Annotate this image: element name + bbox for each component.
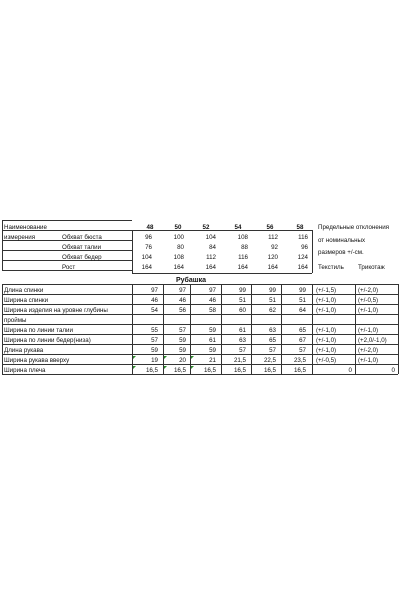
value-cell: 22,5 <box>263 357 276 364</box>
value-cell: 59 <box>179 337 186 344</box>
value-cell: 108 <box>237 234 248 241</box>
tolerance-title: Предельные отклонения <box>318 224 390 231</box>
tolerance-knit: (+/-1,0) <box>358 357 379 364</box>
value-cell: 92 <box>271 244 278 251</box>
value-cell: 120 <box>267 254 278 261</box>
shirt-row-label: Ширина рукава вверху <box>4 357 70 364</box>
shirt-row-label: Ширина плеча <box>4 367 46 374</box>
tolerance-knit: (+/-1,0) <box>358 307 379 314</box>
value-cell: 116 <box>238 254 248 261</box>
tolerance-knit: (+/-1,0) <box>358 327 379 334</box>
rule <box>2 324 398 325</box>
tolerance-knit: (+/-2,0) <box>358 347 379 354</box>
value-cell: 99 <box>239 287 246 294</box>
value-cell: 63 <box>269 327 276 334</box>
value-cell: 124 <box>297 254 308 261</box>
shirt-row-label: Ширина по линии бедер(низа) <box>4 337 91 344</box>
rule <box>355 284 356 374</box>
size-header: 52 <box>202 224 210 231</box>
rule <box>312 284 313 374</box>
value-cell: 19 <box>151 357 158 364</box>
value-cell: 57 <box>239 347 246 354</box>
shirt-row-label: Длина рукава <box>4 347 44 354</box>
tolerance-knit: 0 <box>391 367 395 374</box>
value-cell: 108 <box>173 254 184 261</box>
value-cell: 21,5 <box>233 357 246 364</box>
size-header: 58 <box>296 224 304 231</box>
value-cell: 16,5 <box>203 367 216 374</box>
value-cell: 59 <box>151 347 158 354</box>
value-cell: 46 <box>151 297 158 304</box>
value-cell: 56 <box>179 307 186 314</box>
value-cell: 97 <box>209 287 216 294</box>
value-cell: 46 <box>209 297 216 304</box>
rule <box>2 284 398 285</box>
size-header: 48 <box>146 224 154 231</box>
value-cell: 55 <box>151 327 158 334</box>
value-cell: 96 <box>301 244 308 251</box>
tolerance-title: размеров +/-см. <box>318 249 364 256</box>
tolerance-textile: (+/-1,0) <box>316 307 337 314</box>
rule <box>2 284 3 374</box>
shirt-row-label: Ширина по линии талии <box>4 327 73 334</box>
value-cell: 57 <box>299 347 306 354</box>
value-cell: 59 <box>179 347 186 354</box>
tolerance-textile: (+/-1,0) <box>316 297 337 304</box>
tolerance-textile: (+/-1,5) <box>316 287 337 294</box>
value-cell: 112 <box>206 254 216 261</box>
value-cell: 67 <box>299 337 306 344</box>
tolerance-textile: (+/-1,0) <box>316 337 337 344</box>
value-cell: 88 <box>241 244 248 251</box>
rule <box>2 354 398 355</box>
size-header: 50 <box>174 224 182 231</box>
value-cell: 99 <box>299 287 306 294</box>
measurement-label: Обхват талии <box>62 244 102 251</box>
value-cell: 96 <box>145 234 152 241</box>
tolerance-title: от номинальных <box>318 237 366 244</box>
measurement-label: Обхват бюста <box>62 234 102 241</box>
value-cell: 16,5 <box>173 367 186 374</box>
header-label: Наименование <box>4 224 47 231</box>
value-cell: 16,5 <box>233 367 246 374</box>
value-cell: 164 <box>297 264 308 271</box>
value-cell: 99 <box>269 287 276 294</box>
value-cell: 23,5 <box>293 357 306 364</box>
value-cell: 104 <box>141 254 152 261</box>
tolerance-knit: (+/-2,0) <box>358 287 379 294</box>
value-cell: 164 <box>237 264 248 271</box>
value-cell: 76 <box>145 244 152 251</box>
value-cell: 20 <box>179 357 186 364</box>
shirt-row-label: Ширина изделия на уровне глубины <box>4 307 108 314</box>
tolerance-textile: 0 <box>348 367 352 374</box>
value-cell: 97 <box>179 287 186 294</box>
value-cell: 64 <box>299 307 306 314</box>
value-cell: 54 <box>151 307 158 314</box>
value-cell: 164 <box>205 264 216 271</box>
value-cell: 61 <box>209 337 216 344</box>
value-cell: 21 <box>209 357 216 364</box>
value-cell: 57 <box>151 337 158 344</box>
value-cell: 104 <box>205 234 216 241</box>
rule <box>132 273 312 274</box>
value-cell: 100 <box>173 234 184 241</box>
value-cell: 164 <box>141 264 152 271</box>
value-cell: 58 <box>209 307 216 314</box>
size-header: 54 <box>234 224 242 231</box>
value-cell: 112 <box>268 234 278 241</box>
value-cell: 84 <box>209 244 216 251</box>
value-cell: 65 <box>269 337 276 344</box>
value-cell: 46 <box>179 297 186 304</box>
value-cell: 51 <box>239 297 246 304</box>
value-cell: 62 <box>269 307 276 314</box>
shirt-row-label: Ширина спинки <box>4 297 49 304</box>
rule <box>2 294 398 295</box>
tolerance-textile: (+/-1,0) <box>316 327 337 334</box>
value-cell: 65 <box>299 327 306 334</box>
measurement-label: Рост <box>62 264 76 271</box>
tolerance-textile: (+/-0,5) <box>316 357 337 364</box>
value-cell: 57 <box>179 327 186 334</box>
value-cell: 164 <box>267 264 278 271</box>
rule <box>2 344 398 345</box>
tolerance-knit: (+2,0/-1,0) <box>358 337 387 344</box>
rule <box>2 220 132 221</box>
value-cell: 59 <box>209 327 216 334</box>
shirt-title: Рубашка <box>176 277 207 284</box>
value-cell: 60 <box>239 307 246 314</box>
fabric-label: Текстиль <box>318 264 344 271</box>
value-cell: 16,5 <box>293 367 306 374</box>
tolerance-textile: (+/-1,0) <box>316 347 337 354</box>
rule <box>2 334 398 335</box>
rule <box>2 314 398 315</box>
rule <box>2 304 398 305</box>
value-cell: 80 <box>177 244 184 251</box>
size-header: 56 <box>266 224 274 231</box>
rule <box>312 230 313 273</box>
rule <box>2 220 3 270</box>
shirt-row-label: проймы <box>4 317 27 324</box>
tolerance-knit: (+/-0,5) <box>358 297 379 304</box>
value-cell: 97 <box>151 287 158 294</box>
header-label: измерения <box>4 234 36 241</box>
value-cell: 51 <box>299 297 306 304</box>
measurement-label: Обхват бедер <box>62 254 102 261</box>
value-cell: 16,5 <box>263 367 276 374</box>
value-cell: 61 <box>239 327 246 334</box>
shirt-row-label: Длина спинки <box>4 287 44 294</box>
value-cell: 63 <box>239 337 246 344</box>
value-cell: 16,5 <box>145 367 158 374</box>
value-cell: 116 <box>298 234 308 241</box>
rule <box>2 364 398 365</box>
value-cell: 51 <box>269 297 276 304</box>
value-cell: 57 <box>269 347 276 354</box>
fabric-label: Трикотаж <box>358 264 385 271</box>
value-cell: 164 <box>173 264 184 271</box>
rule <box>398 284 399 374</box>
value-cell: 59 <box>209 347 216 354</box>
